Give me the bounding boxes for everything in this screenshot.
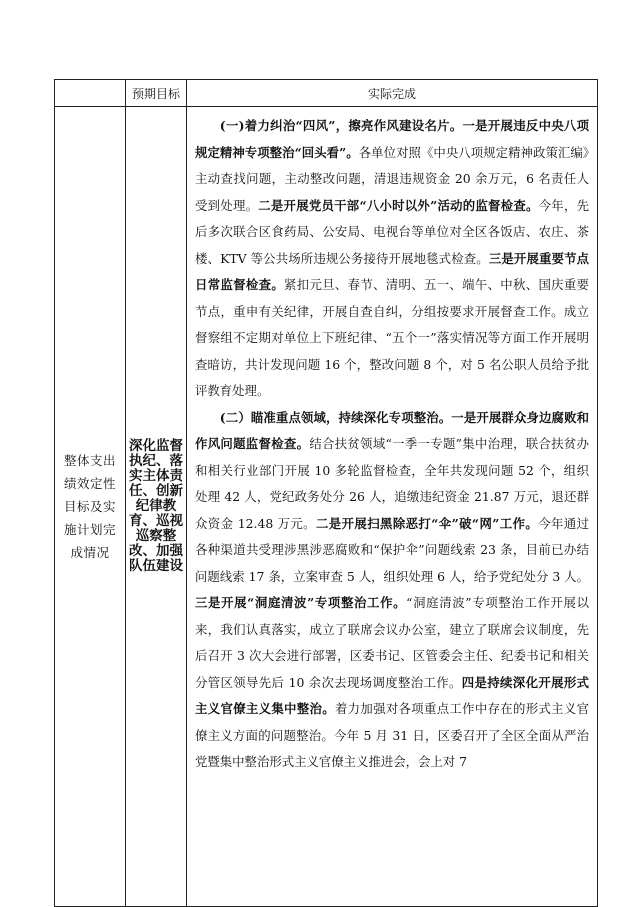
bold-heading-text: (一)着力纠治“四风”，擦亮作风建设名片。一是开展违反中央八项规定精神专项整治“回头看”。 (195, 118, 589, 160)
body-text: 着力加强对各项重点工作中存在的形式主义官僚主义方面的问题整治。今年 5 月 31 日，区委召开了全区全面从严治党暨集中整治形式主义官僚主义推进会，会上对 7 (195, 701, 590, 769)
body-text: “洞庭清波”专项整治工作开展以来，我们认真落实，成立了联席会议办公室，建立了联席会议制度，先后召开 3 次大会进行部署，区委书记、区管委会主任、纪委书记和相关分管区领导先后 10 余次去现场调度整治工作。 (195, 595, 589, 690)
bold-heading-text: 二是开展党员干部“八小时以外”活动的监督检查。 (258, 197, 539, 213)
header-empty-cell (55, 80, 126, 107)
body-text: 今年通过各种渠道共受理涉黑涉恶腐败和“保护伞”问题线索 23 条，目前已办结问题线索 17 条，立案审查 5 人，组织处理 6 人，给予党纪处分 3 人。 (195, 515, 590, 584)
content-body (195, 113, 589, 776)
bold-heading-text: 三是开展“洞庭清波”专项整治工作。 (195, 595, 407, 610)
bold-heading-text: 二是开展扫黑除恶打“伞”破“网”工作。 (316, 515, 539, 531)
body-text: 今年，先后多次联合区食药局、公安局、电视台等单位对全区各饭店、农庄、茶楼、KTV 等公共场所违规公务接待开展地毯式检查。 (195, 197, 589, 266)
body-text: 结合扶贫领域“一季一专题”集中治理，联合扶贫办和相关行业部门开展 10 多轮监督检查，全年共发现问题 52 个，组织处理 42 人，党纪政务处分 26 人，追缴违纪资金 21.87 万元，退还群众资金 12.48 万元。 (195, 436, 590, 531)
content-paragraph (195, 113, 589, 405)
body-text: 紧扣元旦、春节、清明、五一、端午、中秋、国庆重要节点，重申有关纪律，开展自查自纠，分组按要求开展督查工作。成立督察组不定期对单位上下班纪律、“五个一”落实情况等方面工作开展明查暗访，共计发现问题 16 个，整改问题 8 个，对 5 名公职人员给予批评教育处理。 (195, 277, 590, 398)
goal-cell: 深化监督执纪、落实主体责任、创新纪律教育、巡视巡察整改、加强队伍建设 (126, 107, 187, 907)
performance-table (54, 79, 598, 907)
bold-heading-text: 三是开展重要节点日常监督检查。 (195, 250, 589, 292)
header-target-cell: 预期目标 (126, 80, 187, 107)
bold-heading-text: 四是持续深化开展形式主义官僚主义集中整治。 (195, 674, 589, 716)
bold-heading-text: (二）瞄准重点领域，持续深化专项整治。一是开展群众身边腐败和作风问题监督检查。 (195, 409, 589, 451)
row-label-cell: 整体支出绩效定性目标及实施计划完成情况 (55, 107, 126, 907)
actual-content-cell (187, 107, 598, 907)
table-header-row (55, 80, 598, 107)
content-paragraph (195, 405, 589, 776)
table-row (55, 107, 598, 907)
header-actual-cell: 实际完成 (187, 80, 598, 107)
body-text: 各单位对照《中央八项规定精神政策汇编》主动查找问题，主动整改问题，清退违规资金 20 余万元，6 名责任人受到处理。 (195, 144, 589, 213)
